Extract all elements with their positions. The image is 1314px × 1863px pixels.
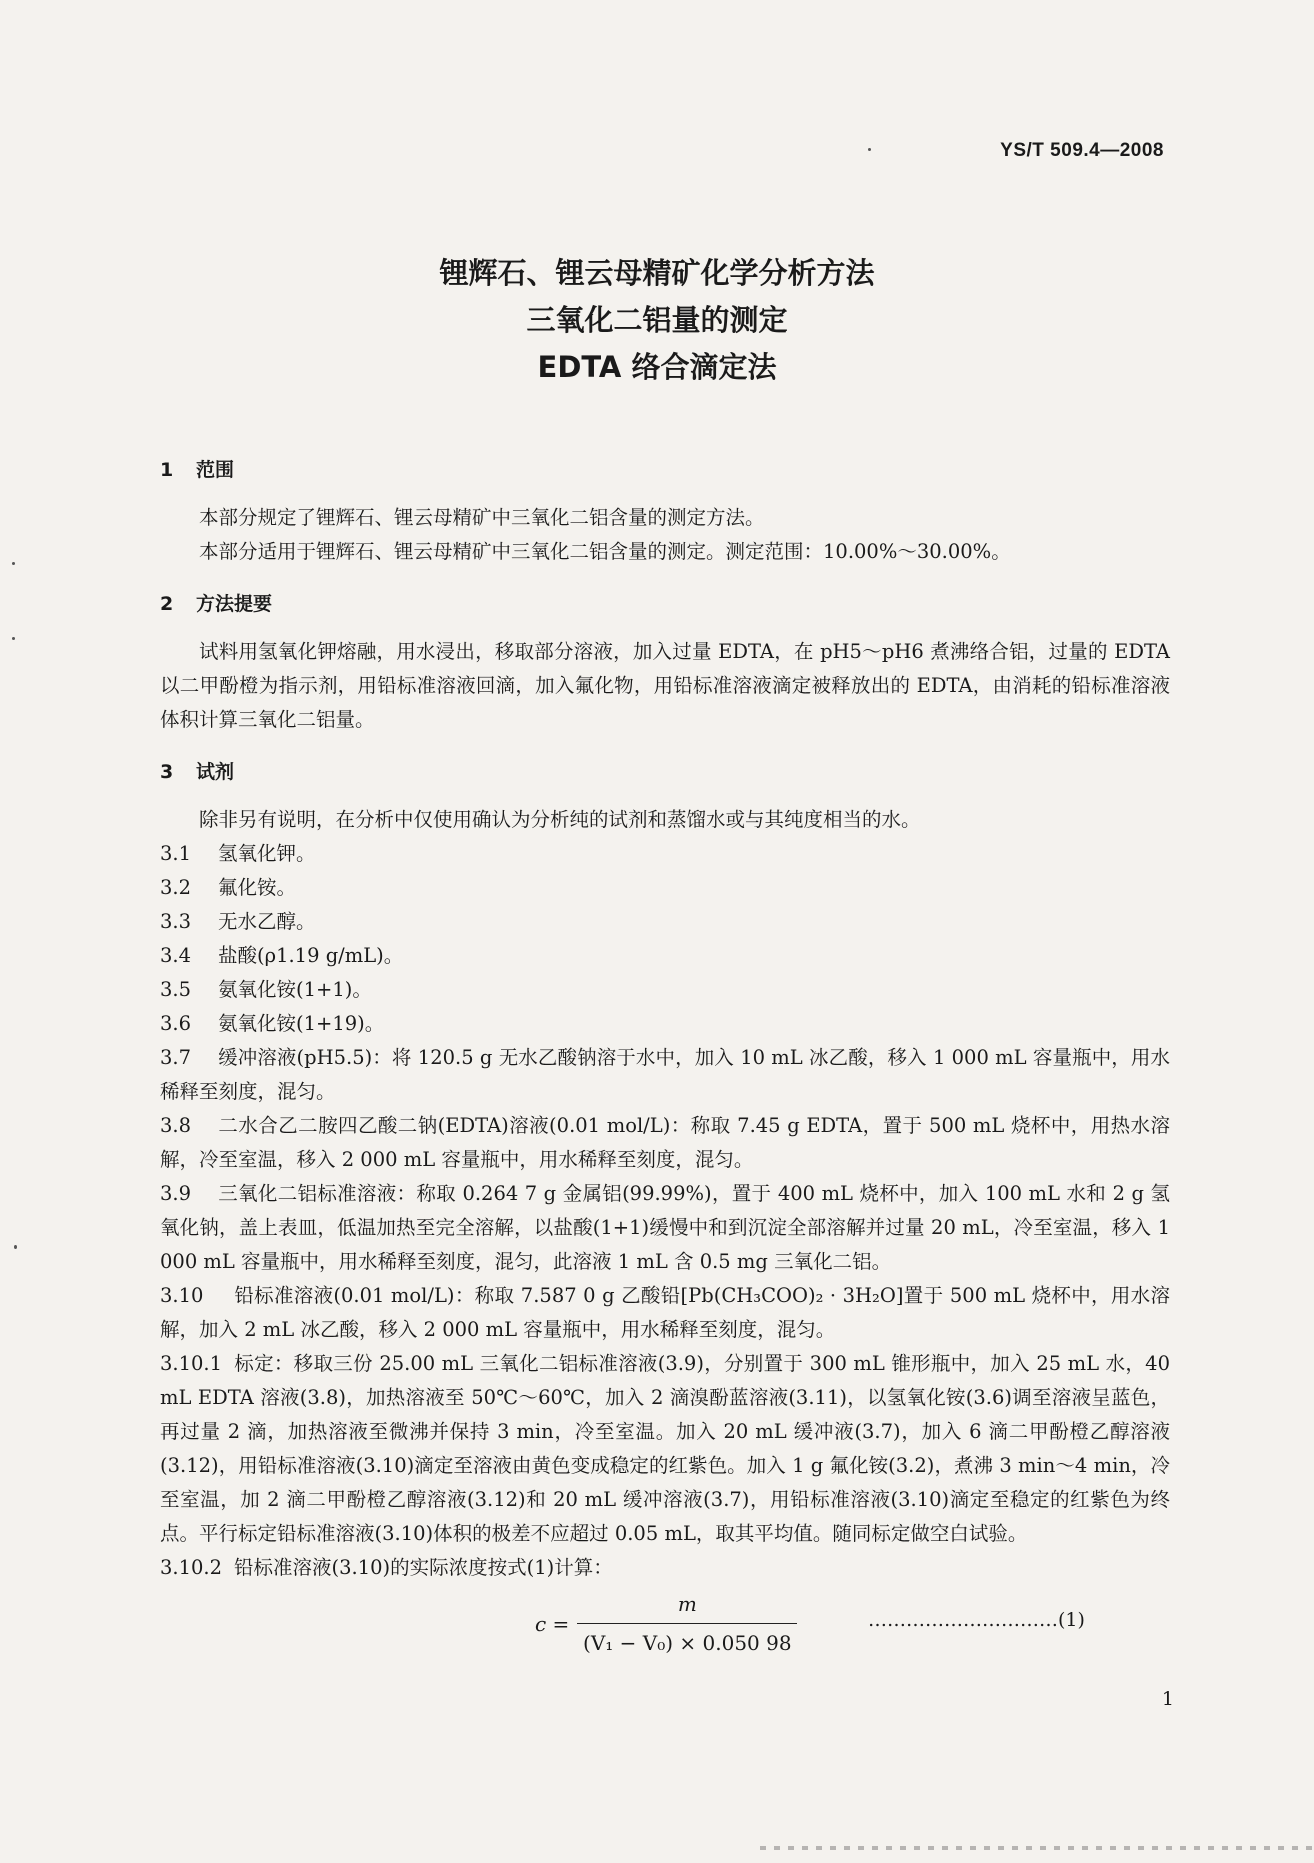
equation-number: …………………………(1) [868,1609,1085,1631]
section-2-heading [160,587,1170,621]
reagent-item: 3.5 氨氧化铵(1+1)。 [160,978,372,1001]
scan-speck [868,148,871,151]
reagent-item: 3.1 氢氧化钾。 [160,842,316,865]
reagent-item: 3.10 铅标准溶液(0.01 mol/L)：称取 7.587 0 g 乙酸铅[Pb(CH₃COO)₂ · 3H₂O]置于 500 mL 烧杯中，用水溶解，加入 2 mL 冰乙酸，移入 2 000 mL 容量瓶中，用水稀释至刻度，混匀。 [160,1284,1170,1341]
reagent-item: 3.6 氨氧化铵(1+19)。 [160,1012,385,1035]
section-3-heading [160,755,1170,789]
section-title: 范围 [196,459,235,481]
scan-speck [12,562,15,565]
scan-speck [14,1245,17,1249]
reagent-item: 3.9 三氧化二铝标准溶液：称取 0.264 7 g 金属铝(99.99%)，置于 400 mL 烧杯中，加入 100 mL 水和 2 g 氢氧化钠，盖上表皿，低温加热至完全溶解，以盐酸(1+1)缓慢中和到沉淀全部溶解并过量 20 mL，冷至室温，移入 1 000 mL 容量瓶中，用水稀释至刻度，混匀，此溶液 1 mL 含 0.5 mg 三氧化二铝。 [160,1182,1170,1273]
formula-numerator: m [677,1592,697,1616]
title-line-1: 锂辉石、锂云母精矿化学分析方法 [439,256,875,290]
formula-lhs: c = [535,1611,570,1636]
title-line-2: 三氧化二铝量的测定 [526,303,788,337]
section-1-heading [160,453,1170,487]
standard-code: YS/T 509.4—2008 [1000,140,1164,161]
reagent-item: 3.7 缓冲溶液(pH5.5)：将 120.5 g 无水乙酸钠溶于水中，加入 10 mL 冰乙酸，移入 1 000 mL 容量瓶中，用水稀释至刻度，混匀。 [160,1046,1170,1103]
formula-denominator: (V₁ − V₀) × 0.050 98 [583,1631,792,1655]
scan-speck [12,637,15,640]
paragraph: 除非另有说明，在分析中仅使用确认为分析纯的试剂和蒸馏水或与其纯度相当的水。 [199,808,921,831]
section-number: 2 [160,593,174,615]
document-title [0,250,1314,391]
reagent-item: 3.8 二水合乙二胺四乙酸二钠(EDTA)溶液(0.01 mol/L)：称取 7.45 g EDTA，置于 500 mL 烧杯中，用热水溶解，冷至室温，移入 2 000 mL 容量瓶中，用水稀释至刻度，混匀。 [160,1114,1170,1171]
paragraph: 本部分适用于锂辉石、锂云母精矿中三氧化二铝含量的测定。测定范围：10.00%～30.00%。 [199,540,1011,563]
formula-1 [160,1587,1170,1655]
reagent-item: 3.4 盐酸(ρ1.19 g/mL)。 [160,944,404,967]
page-number: 1 [1161,1688,1174,1710]
paragraph: 本部分规定了锂辉石、锂云母精矿中三氧化二铝含量的测定方法。 [199,506,765,529]
scan-edge [760,1846,1314,1850]
document-body [160,445,1170,1655]
reagent-item: 3.3 无水乙醇。 [160,910,316,933]
paragraph: 试料用氢氧化钾熔融，用水浸出，移取部分溶液，加入过量 EDTA，在 pH5～pH6 煮沸络合铝，过量的 EDTA 以二甲酚橙为指示剂，用铅标准溶液回滴，加入氟化物，用铅标准溶液滴定被释放出的 EDTA，由消耗的铅标准溶液体积计算三氧化二铝量。 [160,640,1170,731]
concentration-formula [535,1587,797,1660]
reagent-item: 3.10.2 铅标准溶液(3.10)的实际浓度按式(1)计算： [160,1556,613,1579]
reagent-item: 3.2 氟化铵。 [160,876,297,899]
title-line-3: EDTA 络合滴定法 [537,350,777,384]
section-title: 方法提要 [196,593,273,615]
section-title: 试剂 [196,761,235,783]
section-number: 1 [160,459,174,481]
reagent-item: 3.10.1 标定：移取三份 25.00 mL 三氧化二铝标准溶液(3.9)，分别置于 300 mL 锥形瓶中，加入 25 mL 水，40 mL EDTA 溶液(3.8)，加热溶液至 50℃～60℃，加入 2 滴溴酚蓝溶液(3.11)，以氢氧化铵(3.6)调至溶液呈蓝色，再过量 2 滴，加热溶液至微沸并保持 3 min，冷至室温。加入 20 mL 缓冲液(3.7)，加入 6 滴二甲酚橙乙醇溶液(3.12)，用铅标准溶液(3.10)滴定至溶液由黄色变成稳定的红紫色。加入 1 g 氟化铵(3.2)，煮沸 3 min～4 min，冷至室温，加 2 滴二甲酚橙乙醇溶液(3.12)和 20 mL 缓冲溶液(3.7)，用铅标准溶液(3.10)滴定至稳定的红紫色为终点。平行标定铅标准溶液(3.10)体积的极差不应超过 0.05 mL，取其平均值。随同标定做空白试验。 [160,1352,1170,1545]
section-number: 3 [160,761,174,783]
